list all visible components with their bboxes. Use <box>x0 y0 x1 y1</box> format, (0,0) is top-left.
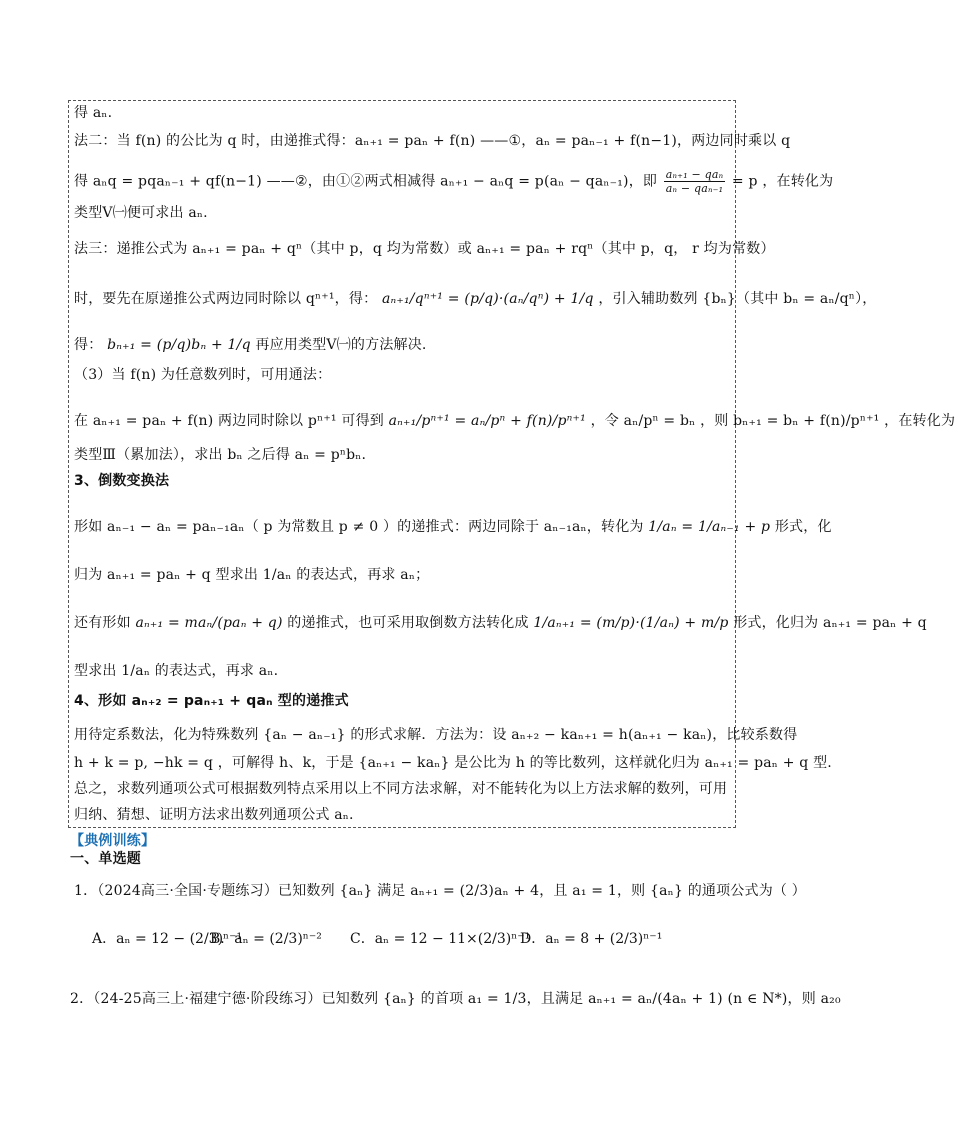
heading-second-order: 4、形如 aₙ₊₂ = paₙ₊₁ + qaₙ 型的递推式 <box>74 693 349 709</box>
method-three-result: 得： bₙ₊₁ = (p/q)bₙ + 1/q 再应用类型Ⅴ㈠的方法解决. <box>74 337 427 353</box>
q1-option-a[interactable]: A．aₙ = 12 − (2/3)ⁿ⁻¹ <box>92 931 243 947</box>
q1-option-d[interactable]: D．aₙ = 8 + (2/3)ⁿ⁻¹ <box>520 931 663 947</box>
summary-line-2: 归纳、猜想、证明方法求出数列通项公式 aₙ. <box>74 807 354 823</box>
q1-option-b[interactable]: B．aₙ = (2/3)ⁿ⁻² <box>210 931 322 947</box>
reciprocal-form-line: 形如 aₙ₋₁ − aₙ = paₙ₋₁aₙ（ p 为常数且 p ≠ 0 ）的递推式：两边同除于 aₙ₋₁aₙ，转化为 1/aₙ = 1/aₙ₋₁ + p 形式，化 <box>74 519 832 535</box>
section-examples-title: 【典例训练】 <box>70 833 156 849</box>
undetermined-coef-line: 用待定系数法，化为特殊数列 {aₙ − aₙ₋₁} 的形式求解．方法为：设 aₙ₊₂ − kaₙ₊₁ = h(aₙ₊₁ − kaₙ)，比较系数得 <box>74 727 798 743</box>
solve-hk-line: h + k = p, −hk = q ，可解得 h、k，于是 {aₙ₊₁ − kaₙ} 是公比为 h 的等比数列，这样就化归为 aₙ₊₁ = paₙ + q 型. <box>74 755 832 771</box>
subsection-single-choice: 一、单选题 <box>70 851 141 867</box>
box-line-4: 类型Ⅴ㈠便可求出 aₙ. <box>74 205 208 221</box>
heading-reciprocal-method: 3、倒数变换法 <box>74 473 170 489</box>
method-three-line: 法三：递推公式为 aₙ₊₁ = paₙ + qⁿ（其中 p，q 均为常数）或 aₙ₊₁ = paₙ + rqⁿ（其中 p，q， r 均为常数） <box>74 241 775 257</box>
question-2: 2．（24-25高三上·福建宁德·阶段练习）已知数列 {aₙ} 的首项 a₁ = 1/3，且满足 aₙ₊₁ = aₙ/(4aₙ + 1) (n ∈ N*)，则 a₂₀ <box>70 991 841 1007</box>
method-three-divide: 时，要先在原递推公式两边同时除以 qⁿ⁺¹，得： aₙ₊₁/qⁿ⁺¹ = (p/q)·(aₙ/qⁿ) + 1/q ，引入辅助数列 {bₙ}（其中 bₙ = aₙ/qⁿ）， <box>74 291 877 307</box>
method-two-derivation: 得 aₙq = pqaₙ₋₁ + qf(n−1) ——②，由①②两式相减得 aₙ₊₁ − aₙq = p(aₙ − qaₙ₋₁)，即 $\frac{\text{aₙ₊₁ − qaₙ}}{\text{aₙ − qaₙ₋₁}}$ = p ，在转化为 <box>74 168 834 195</box>
case-three-result: 类型Ⅲ（累加法），求出 bₙ 之后得 aₙ = pⁿbₙ. <box>74 447 367 463</box>
q1-option-c[interactable]: C．aₙ = 12 − 11×(2/3)ⁿ⁻¹ <box>350 931 531 947</box>
ratio-fraction: $\frac{\text{aₙ₊₁ − qaₙ}}{\text{aₙ − qaₙ₋₁}}$ <box>665 168 724 195</box>
reciprocal-reduce-line: 归为 aₙ₊₁ = paₙ + q 型求出 1/aₙ 的表达式，再求 aₙ； <box>74 567 430 583</box>
reciprocal-other-form: 还有形如 aₙ₊₁ = maₙ/(paₙ + q) 的递推式，也可采用取倒数方法转化成 1/aₙ₊₁ = (m/p)·(1/aₙ) + m/p 形式，化归为 aₙ₊₁ = paₙ + q <box>74 615 927 631</box>
case-three-divide: 在 aₙ₊₁ = paₙ + f(n) 两边同时除以 pⁿ⁺¹ 可得到 aₙ₊₁/pⁿ⁺¹ = aₙ/pⁿ + f(n)/pⁿ⁺¹ ，令 aₙ/pⁿ = bₙ ，则 bₙ₊₁ = bₙ + f(n)/pⁿ⁺¹ ，在转化为 <box>74 413 955 429</box>
case-three-line: （3）当 f(n) 为任意数列时，可用通法： <box>74 367 332 383</box>
question-1: 1．（2024高三·全国·专题练习）已知数列 {aₙ} 满足 aₙ₊₁ = (2/3)aₙ + 4，且 a₁ = 1，则 {aₙ} 的通项公式为（ ） <box>74 883 806 899</box>
box-line-1: 得 aₙ. <box>74 105 113 121</box>
method-two-line: 法二：当 f(n) 的公比为 q 时，由递推式得：aₙ₊₁ = paₙ + f(n) ——①，aₙ = paₙ₋₁ + f(n−1)，两边同时乘以 q <box>74 133 791 149</box>
reciprocal-result-line: 型求出 1/aₙ 的表达式，再求 aₙ. <box>74 663 279 679</box>
summary-line-1: 总之，求数列通项公式可根据数列特点采用以上不同方法求解，对不能转化为以上方法求解的数列，可用 <box>74 781 728 797</box>
